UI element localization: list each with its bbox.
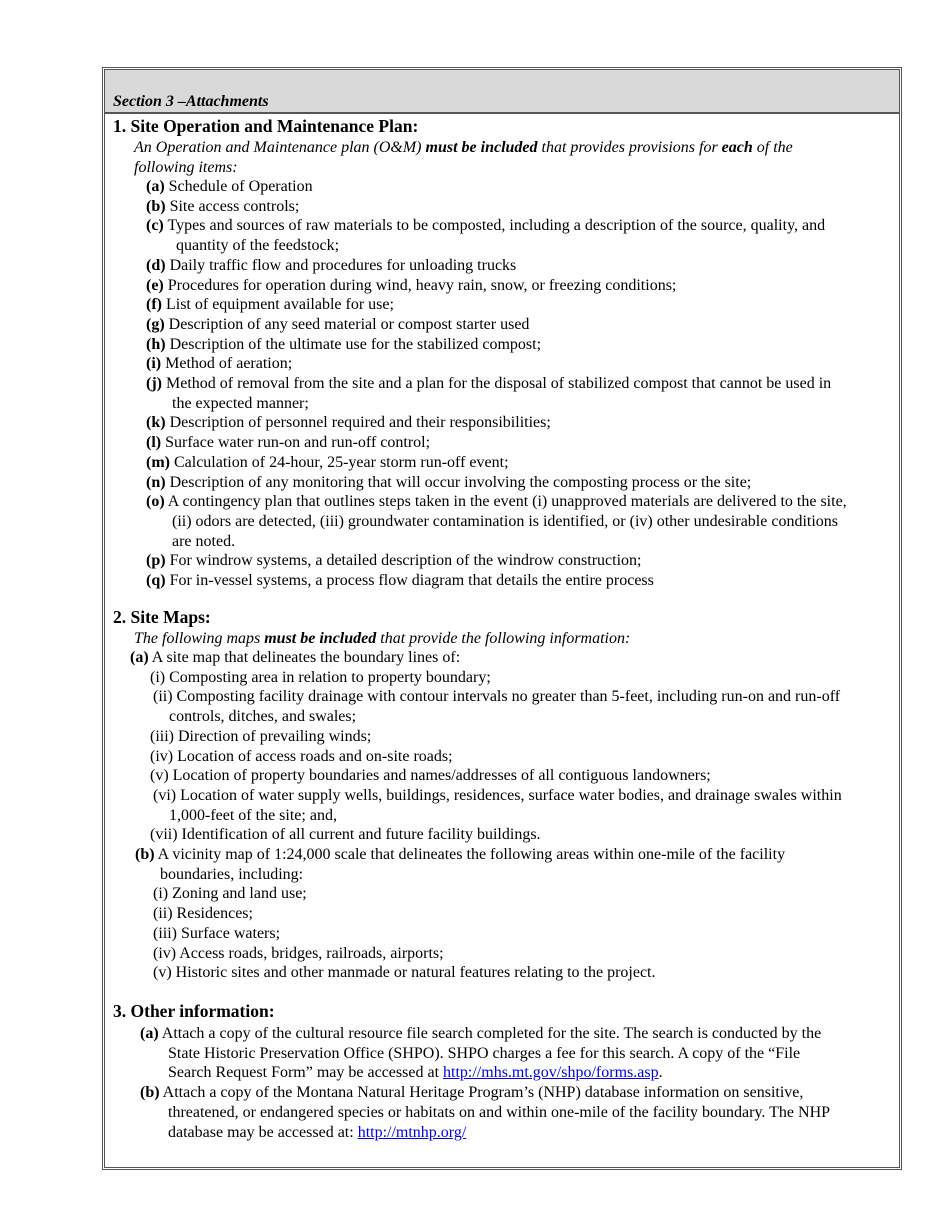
section-1-item [146,571,897,590]
section-1-item [146,216,897,235]
item-label: (f) [146,296,162,314]
section-1-intro-run-4: of the [752,139,793,156]
section-1-intro-2 [134,158,897,177]
section-1-item [146,433,897,452]
section-1-item [146,197,897,216]
section-2a-line [130,648,897,667]
item-label: (b) [146,197,166,215]
section-1-item [146,492,897,511]
site-map-item-text: (ii) Composting facility drainage with contour intervals no greater than 5-feet, including run-on and run-off [153,688,841,706]
item-text: Surface water run-on and run-off control; [161,434,431,452]
section-3a-line [140,1024,897,1043]
item-text: Calculation of 24-hour, 25-year storm run-off event; [169,453,509,471]
section-2b-line [135,845,897,864]
section-1-item [146,551,897,570]
item-label: (m) [146,453,170,471]
vicinity-map-item-text: (iv) Access roads, bridges, railroads, airports; [153,944,444,962]
section-1-item [146,473,897,492]
section-1-item [146,335,897,354]
site-map-item [153,786,897,805]
site-map-item [150,668,897,687]
item-text: Types and sources of raw materials to be composted, including a description of the source, quality, and [163,217,826,235]
vicinity-map-item-text: (v) Historic sites and other manmade or natural features relating to the project. [153,964,656,982]
section-3b-line-2 [168,1103,897,1122]
section-1-intro-run-0: An Operation and Maintenance plan (O&M) [134,139,426,156]
section-1-item [146,256,897,275]
item-label: (l) [146,434,162,452]
vicinity-map-item [153,904,897,923]
item-label: (a) [140,1025,159,1042]
item-label: (e) [146,276,164,294]
item-label: (b) [140,1084,160,1102]
mtnhp-link[interactable]: http://mtnhp.org/ [357,1123,467,1141]
section-3b-line [140,1083,897,1102]
item-label: (q) [146,572,166,589]
site-map-item [150,825,897,844]
item-text: Daily traffic flow and procedures for unloading trucks [165,256,517,274]
section-3-number: 3. [113,1001,127,1021]
section-1-intro-run-1: must be included [425,139,538,156]
vicinity-map-item [153,963,897,982]
section-1-item [146,315,897,334]
site-map-item-text: (vi) Location of water supply wells, buildings, residences, surface water bodies, and drainage swales within [153,786,842,804]
section-1-item [146,177,897,196]
attachments-frame [102,67,902,1170]
item-text: For windrow systems, a detailed description of the windrow construction; [165,552,642,570]
site-map-item-text: (v) Location of property boundaries and names/addresses of all contiguous landowners; [150,767,711,785]
item-label: (h) [146,335,166,353]
item-text: Method of aeration; [161,355,293,373]
item-label: (b) [135,846,155,863]
section-2-intro-run-2: that provide the following information: [376,630,631,647]
section-2-intro-run-1: must be included [264,630,377,647]
item-text: Site access controls; [165,197,300,215]
site-map-item-text: (iv) Location of access roads and on-site roads; [150,747,453,765]
item-label: (a) [130,649,149,666]
section-1-intro [134,138,897,157]
item-label: (p) [146,552,166,570]
item-continuation-text: quantity of the feedstock; [176,237,340,255]
section-2-number: 2. [113,607,127,627]
item-text: A contingency plan that outlines steps taken in the event (i) unapproved materials are delivered to the site, [164,493,847,511]
item-text: Attach a copy of the Montana Natural Heritage Program’s (NHP) database information on sensitive, [159,1084,804,1102]
vicinity-map-item [153,944,897,963]
item-label: (k) [146,414,166,432]
item-text: Attach a copy of the cultural resource file search completed for the site. The search is conducted by the [158,1025,822,1042]
section-2-heading-text: Site Maps: [126,607,211,627]
site-map-item-continuation-text: controls, ditches, and swales; [169,708,357,726]
vicinity-map-item-text: (ii) Residences; [153,905,253,923]
site-map-item [150,766,897,785]
site-map-item-text: (i) Composting area in relation to property boundary; [150,668,491,686]
item-text: threatened, or endangered species or habitats on and within one-mile of the facility boundary. The NHP [168,1103,831,1121]
item-continuation-text: (ii) odors are detected, (iii) groundwater contamination is identified, or (iv) other undesirable conditions [172,512,839,530]
vicinity-map-item [153,924,897,943]
item-text: Description of the ultimate use for the stabilized compost; [165,335,542,353]
site-map-item [150,727,897,746]
vicinity-map-item [153,884,897,903]
item-text: database may be accessed at: [168,1123,358,1141]
vicinity-map-item-text: (iii) Surface waters; [153,924,281,942]
item-text: List of equipment available for use; [161,296,394,314]
item-text: A site map that delineates the boundary lines of: [148,649,461,666]
site-map-item-continuation [169,707,897,726]
item-label: (i) [146,355,162,373]
item-text: Description of personnel required and their responsibilities; [165,414,551,432]
section-2-intro-run-0: The following maps [134,630,265,647]
section-1-item-continuation [172,532,897,551]
item-continuation-text: the expected manner; [172,394,309,412]
item-text: State Historic Preservation Office (SHPO). SHPO charges a fee for this search. A copy of the “File [168,1044,801,1062]
section-1-item-continuation [172,394,897,413]
item-continuation-text: boundaries, including: [160,865,304,883]
item-label: (o) [146,493,165,511]
site-map-item-text: (iii) Direction of prevailing winds; [150,727,372,745]
section-1-item [146,413,897,432]
site-map-item-continuation-text: 1,000-feet of the site; and, [169,806,337,824]
section-1-heading-text: 1. Site Operation and Maintenance Plan: [113,116,419,136]
section-1-item-continuation [172,512,897,531]
item-label: (j) [146,375,162,392]
section-1-item [146,453,897,472]
section-1-intro-run-2: that provides provisions for [537,139,722,156]
section-2b-continuation [160,865,897,884]
section-3-heading [113,1002,897,1021]
item-label: (n) [146,473,166,491]
item-text: Search Request Form” may be accessed at [168,1064,444,1082]
section-2-heading [113,608,897,627]
section-1-item [146,276,897,295]
section-title: Section 3 –Attachments [113,93,269,110]
item-text: Description of any seed material or compost starter used [164,315,530,333]
section-3a-line-3 [168,1063,897,1082]
item-text: A vicinity map of 1:24,000 scale that delineates the following areas within one-mile of the facility [154,846,786,863]
section-1-heading [113,117,897,136]
section-1-item [146,354,897,373]
item-label: (d) [146,256,166,274]
site-map-item-continuation [169,806,897,825]
section-3a-line-2 [168,1044,897,1063]
site-map-item-text: (vii) Identification of all current and future facility buildings. [150,826,541,844]
item-label: (c) [146,217,164,235]
section-3-heading-text: Other information: [126,1001,275,1021]
item-text: . [658,1064,663,1082]
site-map-item [153,687,897,706]
section-1-item [146,295,897,314]
item-text: Description of any monitoring that will occur involving the composting process or the site; [165,473,752,491]
site-map-item [150,747,897,766]
vicinity-map-item-text: (i) Zoning and land use; [153,885,307,903]
section-header-band [105,70,899,114]
section-2-intro [134,629,897,648]
item-text: Procedures for operation during wind, heavy rain, snow, or freezing conditions; [163,276,677,294]
section-3b-line-3 [168,1123,897,1142]
shpo-forms-link[interactable]: http://mhs.mt.gov/shpo/forms.asp [443,1064,659,1082]
item-text: Method of removal from the site and a plan for the disposal of stabilized compost that cannot be used in [161,375,832,392]
section-1-intro-2-text: following items: [134,159,238,176]
item-text: Schedule of Operation [164,178,313,195]
section-1-item-continuation [176,236,897,255]
item-text: For in-vessel systems, a process flow diagram that details the entire process [165,572,654,589]
section-1-item [146,374,897,393]
item-label: (a) [146,178,165,195]
item-label: (g) [146,315,165,333]
section-1-intro-run-3: each [721,139,753,156]
item-continuation-text: are noted. [172,532,236,550]
